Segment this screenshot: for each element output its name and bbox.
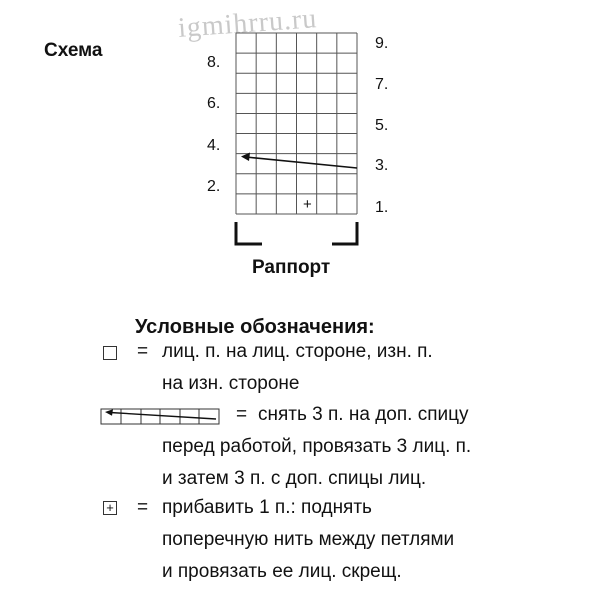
repeat-label: Раппорт (252, 257, 331, 278)
row-number-1: 1. (375, 199, 389, 216)
empty-cell-symbol (103, 346, 117, 360)
cable-arrow-line (246, 157, 357, 168)
legend-knit-line-1: лиц. п. на лиц. стороне, изн. п. (162, 341, 433, 362)
legend-increase-equals: = (137, 497, 149, 518)
increase-symbol: + (103, 501, 117, 515)
row-number-3: 3. (375, 157, 389, 174)
legend-increase-line-1: прибавить 1 п.: поднять (162, 497, 372, 518)
chart-title: Схема (44, 40, 103, 61)
legend-increase-line-3: и провязать ее лиц. скрещ. (162, 561, 402, 582)
row-number-8: 8. (207, 54, 221, 71)
watermark: igmihrru.ru (177, 3, 319, 44)
legend-cable-line-2: перед работой, провязать 3 лиц. п. (162, 436, 472, 457)
legend-cable-equals: = (236, 404, 248, 425)
cable-symbol (100, 408, 230, 428)
row-number-6: 6. (207, 95, 221, 112)
legend-cable-line-1: снять 3 п. на доп. спицу (258, 404, 469, 425)
knitting-chart-grid (0, 0, 610, 260)
legend-increase-line-2: поперечную нить между петлями (162, 529, 455, 550)
increase-symbol-cell: + (303, 196, 312, 213)
row-number-2: 2. (207, 178, 221, 195)
legend-knit-equals: = (137, 341, 149, 362)
legend-title: Условные обозначения: (135, 316, 375, 338)
repeat-bracket (236, 222, 357, 244)
row-number-4: 4. (207, 137, 221, 154)
row-number-5: 5. (375, 117, 389, 134)
legend-cable-line-3: и затем 3 п. с доп. спицы лиц. (162, 468, 427, 489)
row-number-9: 9. (375, 35, 389, 52)
row-number-7: 7. (375, 76, 389, 93)
legend-knit-line-2: на изн. стороне (162, 373, 300, 394)
